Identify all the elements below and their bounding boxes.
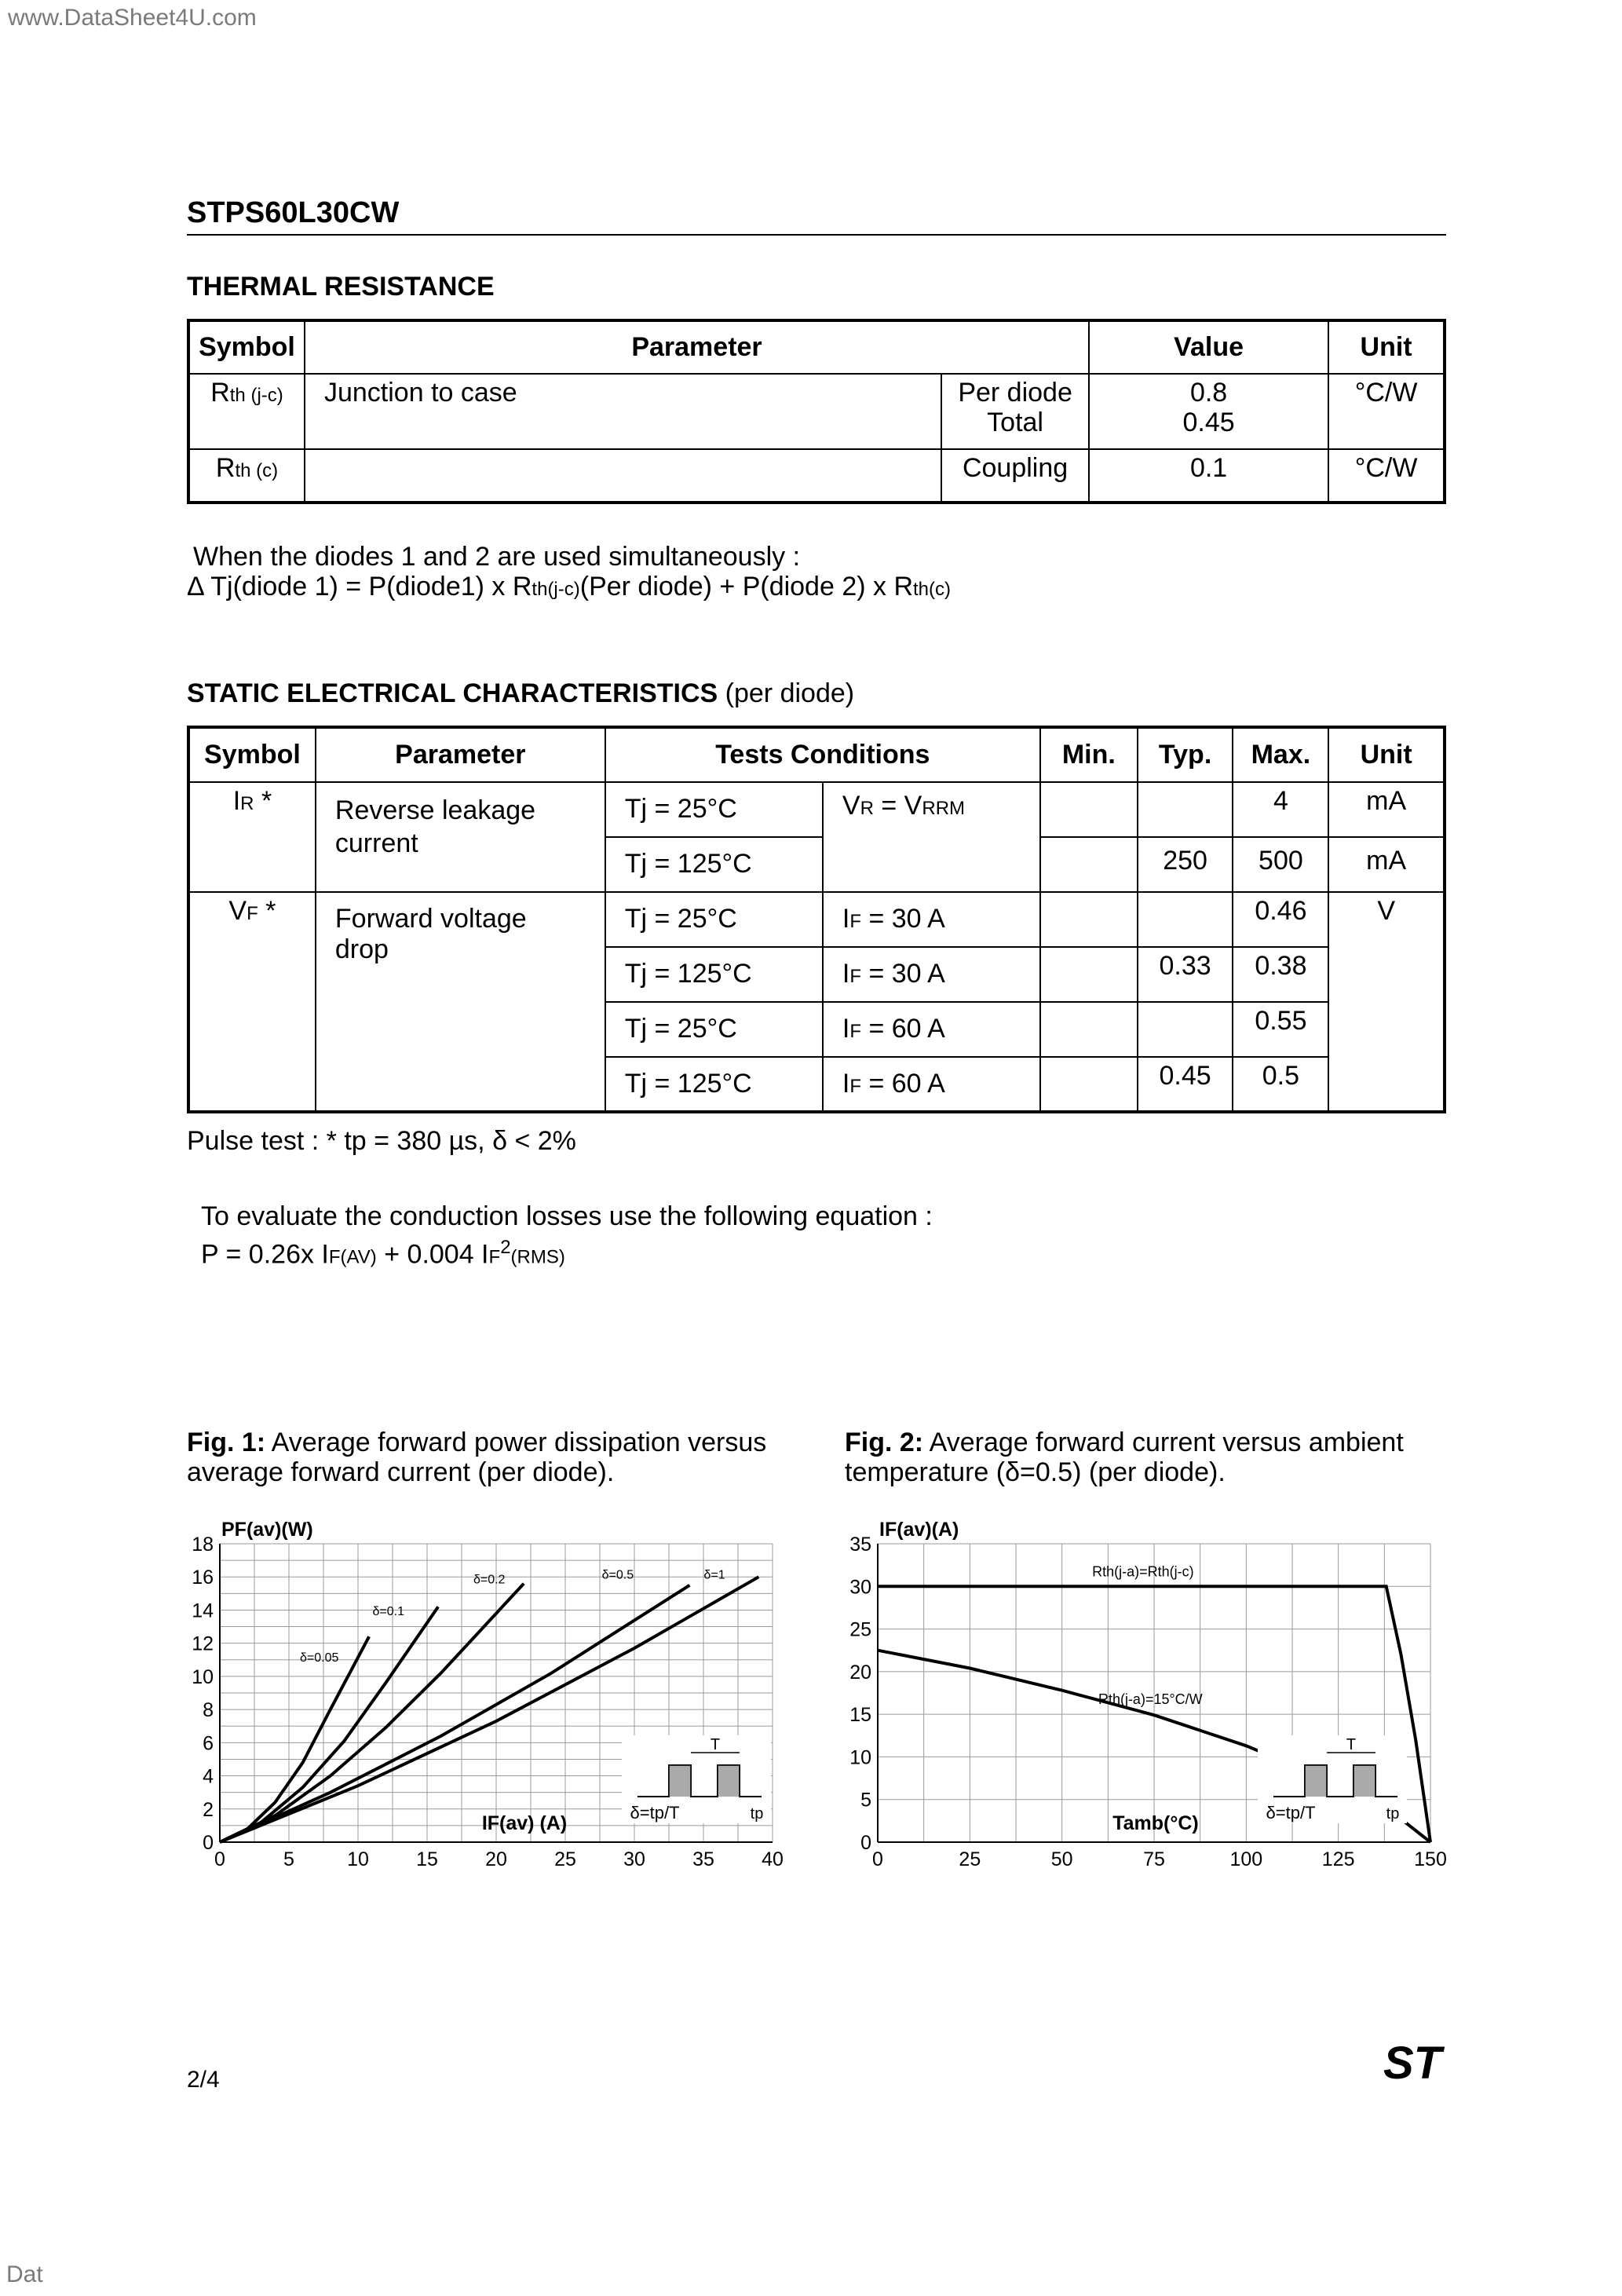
unit-cell: V — [1328, 892, 1445, 1112]
typ-cell: 250 — [1138, 837, 1233, 892]
col-header-symbol: Symbol — [188, 727, 316, 782]
parameter-cell: Reverse leakage current — [316, 782, 605, 892]
typ-cell: 0.33 — [1138, 947, 1233, 1002]
x-tick-label: 30 — [623, 1848, 645, 1870]
x-axis-label: Tamb(°C) — [1112, 1812, 1199, 1834]
tj-cell: Tj = 125°C — [605, 837, 823, 892]
if-cell: IF = 30 A — [823, 947, 1040, 1002]
min-cell — [1040, 947, 1138, 1002]
y-axis-label: PF(av)(W) — [221, 1519, 313, 1541]
pulse-hatch — [1353, 1765, 1375, 1797]
fig2-caption: Fig. 2: Average forward current versus ambient temperature (δ=0.5) (per diode). — [845, 1428, 1404, 1487]
x-tick-label: 25 — [959, 1848, 981, 1870]
x-tick-label: 75 — [1143, 1848, 1165, 1870]
y-tick-label: 10 — [849, 1746, 871, 1769]
series-label: δ=0.5 — [601, 1568, 634, 1582]
col-header-value: Value — [1089, 320, 1328, 374]
fig1-chart — [157, 1492, 809, 1885]
conduction-losses-equation: P = 0.26x IF(AV) + 0.004 $IF^2(RMS)$ — [201, 1237, 565, 1270]
x-tick-label: 40 — [762, 1848, 784, 1870]
pulse-hatch — [1305, 1765, 1327, 1797]
period-label: T — [1346, 1736, 1357, 1753]
symbol-cell: Rth (c) — [188, 449, 305, 503]
duty-cycle-label: δ=tp/T — [1266, 1803, 1316, 1823]
max-cell: 500 — [1233, 837, 1328, 892]
y-tick-label: 15 — [849, 1704, 871, 1727]
typ-cell: 0.45 — [1138, 1057, 1233, 1112]
x-tick-label: 35 — [692, 1848, 714, 1870]
y-tick-label: 25 — [849, 1618, 871, 1641]
max-cell: 0.5 — [1233, 1057, 1328, 1112]
unit-cell: mA — [1328, 837, 1445, 892]
series-label: Rth(j-a)=15°C/W — [1098, 1691, 1203, 1708]
y-tick-label: 35 — [849, 1534, 871, 1556]
series-label: δ=0.05 — [300, 1651, 339, 1665]
col-header-unit: Unit — [1328, 320, 1445, 374]
max-cell: 0.55 — [1233, 1002, 1328, 1057]
condition-cell: Per diode Total — [941, 374, 1089, 449]
x-tick-label: 15 — [416, 1848, 438, 1870]
value-cell: 0.1 — [1089, 449, 1328, 503]
typ-cell — [1138, 782, 1233, 837]
min-cell — [1040, 837, 1138, 892]
simultaneous-note: When the diodes 1 and 2 are used simultaneously : — [193, 542, 801, 572]
tj-cell: Tj = 25°C — [605, 782, 823, 837]
duty-cycle-label: δ=tp/T — [630, 1803, 680, 1823]
x-tick-label: 20 — [485, 1848, 507, 1870]
static-characteristics-heading: STATIC ELECTRICAL CHARACTERISTICS (per diode) — [187, 678, 855, 708]
y-tick-label: 0 — [860, 1832, 871, 1854]
pulse-test-note: Pulse test : * tp = 380 µs, δ < 2% — [187, 1126, 576, 1156]
x-tick-label: 0 — [872, 1848, 883, 1870]
min-cell — [1040, 1057, 1138, 1112]
table-row — [188, 892, 1445, 947]
max-cell: 0.46 — [1233, 892, 1328, 947]
tj-cell: Tj = 125°C — [605, 1057, 823, 1112]
unit-cell: mA — [1328, 782, 1445, 837]
y-tick-label: 12 — [192, 1632, 214, 1655]
typ-cell — [1138, 892, 1233, 947]
fig1-caption: Fig. 1: Average forward power dissipation versus average forward current (per diode). — [187, 1428, 767, 1487]
col-header-max: Max. — [1233, 727, 1328, 782]
x-tick-label: 0 — [214, 1848, 225, 1870]
page-number: 2/4 — [187, 2067, 220, 2093]
condition-cell: VR = VRRM — [823, 782, 1040, 892]
condition-cell: Coupling — [941, 449, 1089, 503]
tj-cell: Tj = 125°C — [605, 947, 823, 1002]
x-tick-label: 25 — [554, 1848, 576, 1870]
tj-cell: Tj = 25°C — [605, 892, 823, 947]
col-header-typ: Typ. — [1138, 727, 1233, 782]
y-tick-label: 0 — [203, 1832, 214, 1854]
col-header-symbol: Symbol — [188, 320, 305, 374]
unit-cell: °C/W — [1328, 374, 1445, 449]
fig2-chart — [813, 1492, 1465, 1885]
table-row — [188, 449, 1445, 503]
min-cell — [1040, 1002, 1138, 1057]
parameter-cell: Forward voltage drop — [316, 892, 605, 1112]
min-cell — [1040, 892, 1138, 947]
if-cell: IF = 60 A — [823, 1002, 1040, 1057]
col-header-parameter: Parameter — [305, 320, 1089, 374]
thermal-resistance-table — [187, 319, 1446, 504]
if-cell: IF = 30 A — [823, 892, 1040, 947]
pulse-hatch — [669, 1765, 691, 1797]
conduction-losses-note: To evaluate the conduction losses use the following equation : — [201, 1201, 933, 1231]
series-label: δ=1 — [703, 1568, 725, 1582]
static-characteristics-table — [187, 726, 1446, 1113]
y-tick-label: 14 — [192, 1600, 214, 1622]
series-line — [220, 1604, 438, 1842]
col-header-test-conditions: Tests Conditions — [605, 727, 1040, 782]
if-cell: IF = 60 A — [823, 1057, 1040, 1112]
symbol-cell: IR * — [188, 782, 316, 892]
y-tick-label: 10 — [192, 1665, 214, 1688]
tp-label: tp — [750, 1805, 764, 1823]
series-label: δ=0.1 — [372, 1604, 404, 1618]
y-tick-label: 4 — [203, 1765, 214, 1788]
y-tick-label: 8 — [203, 1699, 214, 1722]
symbol-cell: Rth (j-c) — [188, 374, 305, 449]
x-tick-label: 10 — [347, 1848, 369, 1870]
y-axis-label: IF(av)(A) — [879, 1519, 959, 1541]
y-tick-label: 18 — [192, 1534, 214, 1556]
min-cell — [1040, 782, 1138, 837]
y-tick-label: 2 — [203, 1798, 214, 1821]
thermal-resistance-heading: THERMAL RESISTANCE — [187, 272, 495, 302]
tj-cell: Tj = 25°C — [605, 1002, 823, 1057]
unit-cell: °C/W — [1328, 449, 1445, 503]
y-tick-label: 20 — [849, 1661, 871, 1684]
y-tick-label: 5 — [860, 1789, 871, 1812]
y-tick-label: 16 — [192, 1567, 214, 1589]
watermark-bottom: Dat — [6, 2261, 43, 2287]
col-header-parameter: Parameter — [316, 727, 605, 782]
series-line — [220, 1584, 524, 1842]
x-tick-label: 150 — [1414, 1848, 1447, 1870]
max-cell: 0.38 — [1233, 947, 1328, 1002]
x-axis-label: IF(av) (A) — [481, 1812, 568, 1834]
tp-label: tp — [1386, 1805, 1400, 1823]
symbol-cell: VF * — [188, 892, 316, 1112]
x-tick-label: 125 — [1321, 1848, 1355, 1870]
x-tick-label: 5 — [283, 1848, 294, 1870]
y-tick-label: 6 — [203, 1732, 214, 1755]
typ-cell — [1138, 1002, 1233, 1057]
st-logo: ST — [1383, 2038, 1442, 2089]
col-header-unit: Unit — [1328, 727, 1445, 782]
period-label: T — [710, 1736, 721, 1753]
series-label: δ=0.2 — [473, 1573, 506, 1587]
y-tick-label: 30 — [849, 1576, 871, 1599]
x-tick-label: 50 — [1050, 1848, 1073, 1870]
table-row — [188, 782, 1445, 837]
col-header-min: Min. — [1040, 727, 1138, 782]
series-label: Rth(j-a)=Rth(j-c) — [1092, 1563, 1194, 1580]
parameter-cell — [305, 449, 941, 503]
delta-tj-equation: Δ Tj(diode 1) = P(diode1) x Rth(j-c)(Per diode) + P(diode 2) x Rth(c) — [187, 572, 952, 601]
x-tick-label: 100 — [1229, 1848, 1263, 1870]
part-number-title: STPS60L30CW — [187, 196, 400, 229]
parameter-cell: Junction to case — [305, 374, 941, 449]
value-cell: 0.8 0.45 — [1089, 374, 1328, 449]
title-divider — [187, 234, 1446, 236]
watermark-top: www.DataSheet4U.com — [8, 5, 257, 31]
pulse-hatch — [718, 1765, 740, 1797]
table-row — [188, 374, 1445, 449]
max-cell: 4 — [1233, 782, 1328, 837]
